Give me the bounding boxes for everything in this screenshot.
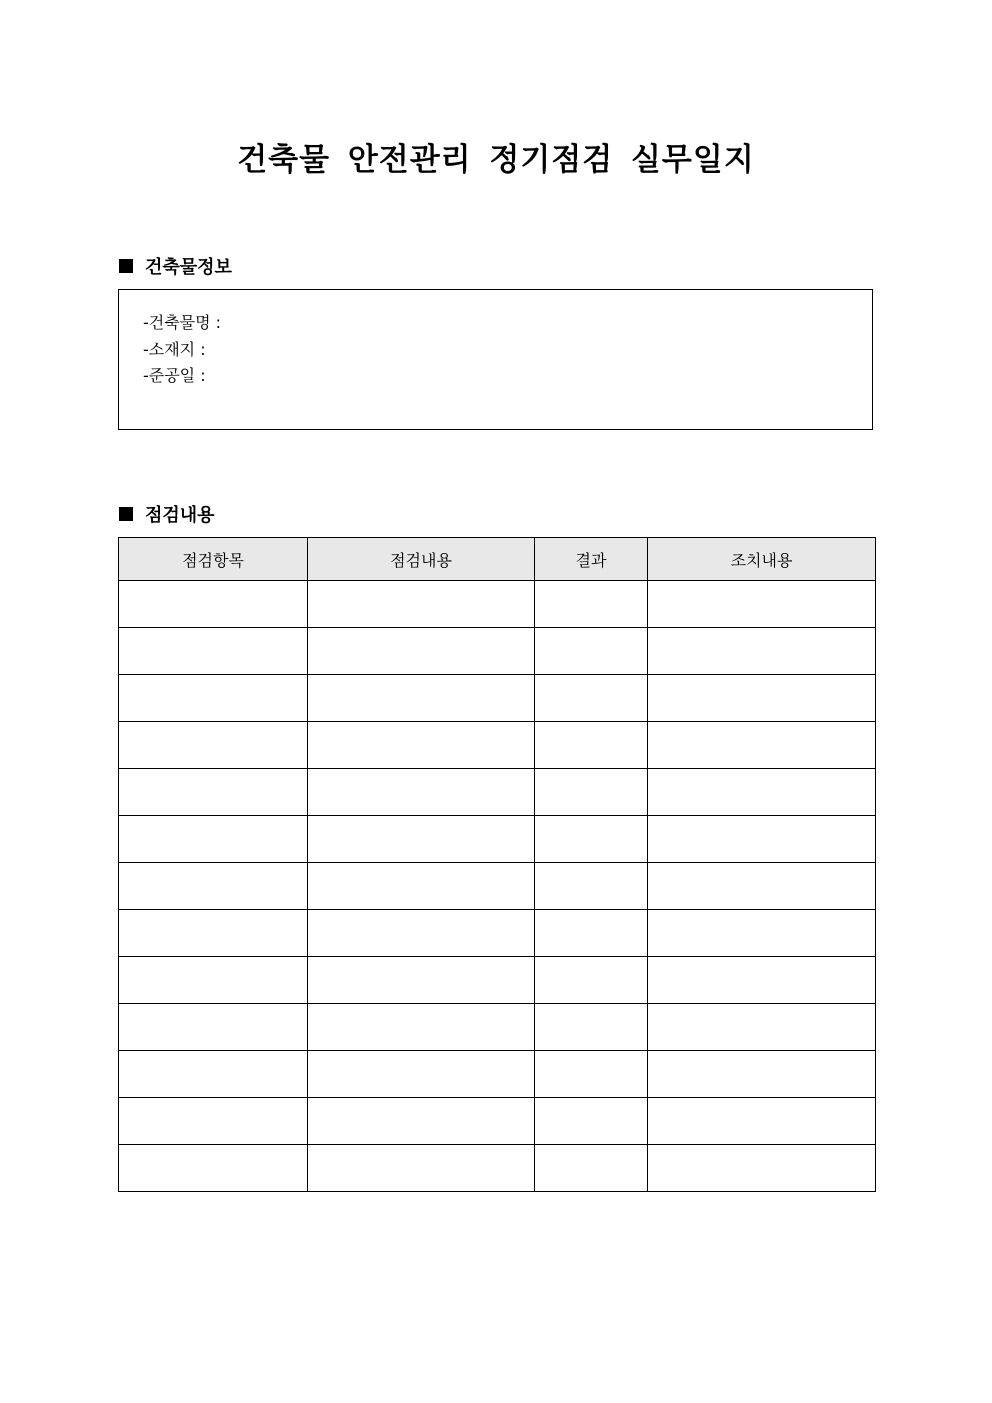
table-cell[interactable] [308, 1098, 535, 1145]
table-cell[interactable] [119, 581, 308, 628]
table-cell[interactable] [308, 957, 535, 1004]
table-cell[interactable] [119, 1004, 308, 1051]
table-header-row [119, 538, 876, 581]
building-address-field: -소재지 : [143, 339, 206, 359]
building-info-heading-label: 건축물정보 [145, 257, 232, 278]
building-name-field: -건축물명 : [143, 313, 222, 332]
table-cell[interactable] [119, 910, 308, 957]
table-row [119, 722, 876, 769]
page-title: 건축물 안전관리 정기점검 실무일지 [237, 142, 755, 178]
table-row [119, 769, 876, 816]
table-cell[interactable] [535, 628, 648, 675]
table-cell[interactable] [119, 816, 308, 863]
table-cell[interactable] [119, 722, 308, 769]
table-cell[interactable] [535, 1051, 648, 1098]
table-row [119, 1145, 876, 1192]
table-row [119, 1098, 876, 1145]
inspection-table [118, 537, 876, 1192]
table-cell[interactable] [535, 863, 648, 910]
table-row [119, 628, 876, 675]
table-row [119, 675, 876, 722]
table-row [119, 863, 876, 910]
square-bullet-icon [119, 507, 133, 521]
table-cell[interactable] [308, 816, 535, 863]
table-cell[interactable] [308, 581, 535, 628]
table-cell[interactable] [119, 1051, 308, 1098]
table-cell[interactable] [648, 1098, 876, 1145]
square-bullet-icon [119, 259, 133, 273]
table-row [119, 957, 876, 1004]
table-cell[interactable] [308, 910, 535, 957]
table-cell[interactable] [308, 1051, 535, 1098]
table-cell[interactable] [308, 722, 535, 769]
table-cell[interactable] [119, 628, 308, 675]
table-cell[interactable] [535, 769, 648, 816]
table-cell[interactable] [308, 628, 535, 675]
table-cell[interactable] [535, 722, 648, 769]
table-cell[interactable] [535, 1145, 648, 1192]
table-cell[interactable] [648, 816, 876, 863]
table-cell[interactable] [648, 769, 876, 816]
table-cell[interactable] [308, 863, 535, 910]
table-row [119, 1004, 876, 1051]
column-header-content: 점검내용 [308, 538, 535, 581]
table-cell[interactable] [535, 816, 648, 863]
table-cell[interactable] [119, 1145, 308, 1192]
table-cell[interactable] [648, 1004, 876, 1051]
table-cell[interactable] [119, 957, 308, 1004]
table-cell[interactable] [535, 957, 648, 1004]
table-cell[interactable] [308, 769, 535, 816]
table-cell[interactable] [648, 863, 876, 910]
table-cell[interactable] [648, 722, 876, 769]
table-cell[interactable] [648, 581, 876, 628]
table-row [119, 581, 876, 628]
column-header-item: 점검항목 [119, 538, 308, 581]
table-cell[interactable] [535, 581, 648, 628]
completion-date-field: -준공일 : [143, 366, 206, 385]
table-row [119, 1051, 876, 1098]
table-cell[interactable] [119, 863, 308, 910]
inspection-heading [119, 501, 215, 527]
table-cell[interactable] [648, 1145, 876, 1192]
table-cell[interactable] [648, 910, 876, 957]
table-cell[interactable] [119, 675, 308, 722]
inspection-heading-label: 점검내용 [145, 505, 215, 526]
table-cell[interactable] [308, 675, 535, 722]
table-cell[interactable] [308, 1004, 535, 1051]
building-info-heading [119, 253, 232, 279]
table-cell[interactable] [648, 1051, 876, 1098]
building-info-box [118, 289, 873, 430]
table-cell[interactable] [535, 1098, 648, 1145]
column-header-result: 결과 [535, 538, 648, 581]
table-cell[interactable] [648, 957, 876, 1004]
table-cell[interactable] [648, 628, 876, 675]
table-cell[interactable] [119, 1098, 308, 1145]
table-body [119, 581, 876, 1192]
table-cell[interactable] [535, 1004, 648, 1051]
table-cell[interactable] [119, 769, 308, 816]
table-row [119, 816, 876, 863]
table-row [119, 910, 876, 957]
column-header-action: 조치내용 [648, 538, 876, 581]
table-cell[interactable] [535, 910, 648, 957]
table-cell[interactable] [308, 1145, 535, 1192]
table-cell[interactable] [648, 675, 876, 722]
table-cell[interactable] [535, 675, 648, 722]
